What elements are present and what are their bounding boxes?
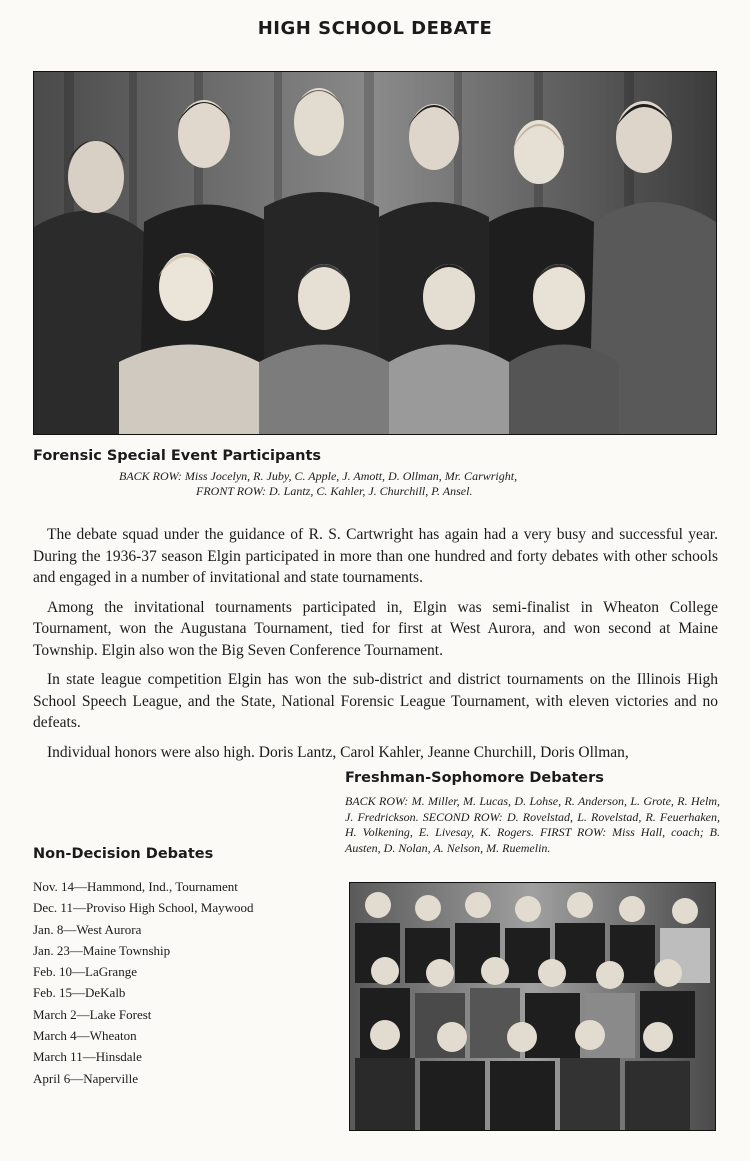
freshman-sophomore-photo [349,882,716,1131]
forensic-photo-heading: Forensic Special Event Participants [33,448,322,464]
debate-list-item: March 11—Hinsdale [33,1049,142,1065]
article-paragraph: Among the invitational tournaments participated in, Elgin was semi-finalist in Wheaton College Tournament, won the Augustana Tournament, tied for first at West Aurora, and won second at Maine Township. Elgin also won the Big Seven Conference Tournament. [33,598,718,659]
article-paragraph: The debate squad under the guidance of R. S. Cartwright has again had a very busy and successful year. During the 1936-37 season Elgin participated in more than one hundred and forty debates with other schools and engaged in a number of invitational and state tournaments. [33,526,718,586]
non-decision-heading: Non-Decision Debates [33,846,214,862]
page-title: HIGH SCHOOL DEBATE [257,18,493,39]
debate-list-item: Nov. 14—Hammond, Ind., Tournament [33,879,238,894]
article-paragraph: Individual honors were also high. Doris Lantz, Carol Kahler, Jeanne Churchill, Doris Ollman, [47,743,629,761]
forensic-caption-back-row: BACK ROW: Miss Jocelyn, R. Juby, C. Apple, J. Amott, D. Ollman, Mr. Carwright, [119,469,518,483]
article-paragraph: In state league competition Elgin has won the sub-district and district tournaments on the Illinois High School Speech League, and the State, National Forensic League Tournament, with eleven victories and no defeats. [33,671,718,731]
debate-list-item: Feb. 15—DeKalb [33,985,126,1001]
debate-list-item: Jan. 8—West Aurora [33,921,142,937]
debate-list-item: Feb. 10—LaGrange [33,964,137,980]
freshman-sophomore-heading: Freshman-Sophomore Debaters [345,770,604,786]
non-decision-debates-list [33,876,313,1089]
debate-list-item: Dec. 11—Proviso High School, Maywood [33,900,254,916]
forensic-caption-front-row: FRONT ROW: D. Lantz, C. Kahler, J. Churchill, P. Ansel. [196,484,473,498]
article-body [33,524,718,771]
forensic-group-photo [33,71,717,435]
debate-list-item: April 6—Naperville [33,1070,139,1086]
debate-list-item: March 4—Wheaton [33,1028,137,1044]
freshman-sophomore-caption: BACK ROW: M. Miller, M. Lucas, D. Lohse, R. Anderson, L. Grote, R. Helm, J. Fredrickson. SECOND ROW: D. Rovelstad, L. Rovelstad, R. Feuerhaken, H. Volkening, E. Livesay, K. Rogers. FIRST ROW: Miss Hall, coach; B. Austen, D. Nolan, A. Nelson, M. Ruemelin. [345,794,720,855]
debate-list-item: March 2—Lake Forest [33,1006,152,1022]
debate-list-item: Jan. 23—Maine Township [33,942,171,958]
